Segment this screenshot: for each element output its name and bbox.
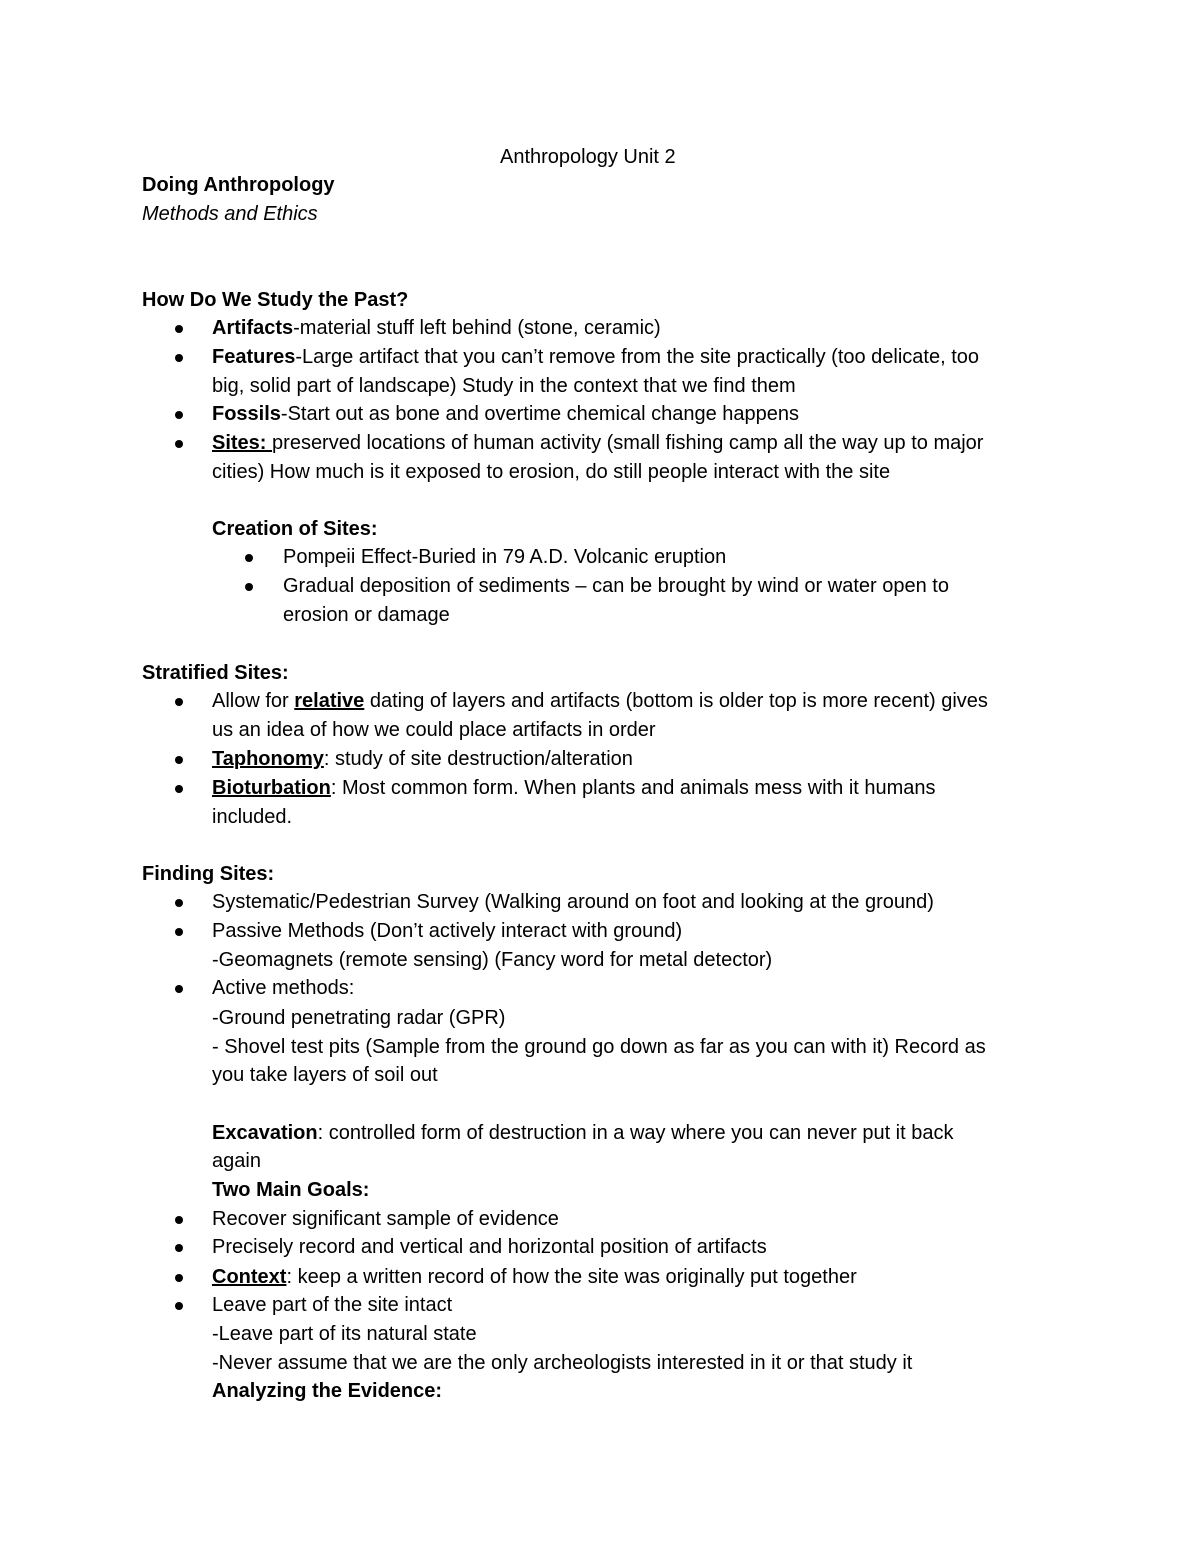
- term-context: Context: [212, 1266, 287, 1288]
- list-item-features: [212, 343, 979, 371]
- term-relative: relative: [294, 690, 365, 712]
- bullet-icon: [175, 985, 183, 993]
- list-item-pompeii: Pompeii Effect-Buried in 79 A.D. Volcanic eruption: [283, 546, 727, 568]
- list-item-active-shovel: - Shovel test pits (Sample from the ground go down as far as you can with it) Record as: [212, 1036, 986, 1058]
- list-item-survey: Systematic/Pedestrian Survey (Walking around on foot and looking at the ground): [212, 891, 934, 913]
- text-features: -Large artifact that you can’t remove from the site practically (too delicate, too: [295, 346, 980, 368]
- text-excavation: : controlled form of destruction in a way where you can never put it back: [317, 1122, 954, 1144]
- term-features: Features: [212, 346, 296, 368]
- bullet-icon: [175, 899, 183, 907]
- section-heading-finding: Finding Sites:: [142, 863, 275, 885]
- text-features-cont: big, solid part of landscape) Study in the context that we find them: [212, 375, 796, 397]
- text-sites: preserved locations of human activity (small fishing camp all the way up to major: [272, 432, 984, 454]
- list-item-gradual-cont: erosion or damage: [283, 604, 450, 626]
- bullet-icon: [175, 1216, 183, 1224]
- text-relative-cont: us an idea of how we could place artifacts in order: [212, 719, 656, 741]
- bullet-icon: [175, 354, 183, 362]
- text-artifacts: -material stuff left behind (stone, ceramic): [293, 317, 661, 339]
- term-artifacts: Artifacts: [212, 317, 294, 339]
- page-title: Anthropology Unit 2: [500, 146, 676, 168]
- text-bioturbation-cont: included.: [212, 806, 293, 828]
- bullet-icon: [245, 583, 253, 591]
- bullet-icon: [175, 411, 183, 419]
- list-item-goal-leave-sub2: -Never assume that we are the only archeologists interested in it or that study it: [212, 1352, 913, 1374]
- bullet-icon: [175, 698, 183, 706]
- paragraph-excavation: [212, 1119, 954, 1147]
- bullet-icon: [175, 325, 183, 333]
- text-relative-pre: Allow for: [212, 690, 295, 712]
- term-fossils: Fossils: [212, 403, 281, 425]
- list-item-context: [212, 1263, 857, 1291]
- list-item-goal-record: Precisely record and vertical and horizontal position of artifacts: [212, 1236, 767, 1258]
- list-item-passive-sub: -Geomagnets (remote sensing) (Fancy word for metal detector): [212, 949, 773, 971]
- text-fossils: -Start out as bone and overtime chemical change happens: [280, 403, 800, 425]
- section-heading-goals: Two Main Goals:: [212, 1179, 370, 1201]
- section-heading-creation: Creation of Sites:: [212, 518, 378, 540]
- section-heading-analyzing: Analyzing the Evidence:: [212, 1380, 443, 1402]
- bullet-icon: [175, 1274, 183, 1282]
- text-relative-post: dating of layers and artifacts (bottom is older top is more recent) gives: [364, 690, 988, 712]
- list-item-active-gpr: -Ground penetrating radar (GPR): [212, 1007, 506, 1029]
- bullet-icon: [245, 554, 253, 562]
- bullet-icon: [175, 1244, 183, 1252]
- list-item-goal-leave-sub1: -Leave part of its natural state: [212, 1323, 477, 1345]
- bullet-icon: [175, 756, 183, 764]
- list-item-artifacts: [212, 314, 661, 342]
- bullet-icon: [175, 1302, 183, 1310]
- bullet-icon: [175, 440, 183, 448]
- text-taphonomy: : study of site destruction/alteration: [323, 748, 633, 770]
- term-excavation: Excavation: [212, 1122, 318, 1144]
- section-heading-stratified: Stratified Sites:: [142, 662, 289, 684]
- list-item-goal-recover: Recover significant sample of evidence: [212, 1208, 559, 1230]
- list-item-taphonomy: [212, 745, 633, 773]
- bullet-icon: [175, 785, 183, 793]
- list-item-active-shovel-cont: you take layers of soil out: [212, 1064, 438, 1086]
- term-taphonomy: Taphonomy: [212, 748, 324, 770]
- list-item-gradual: Gradual deposition of sediments – can be brought by wind or water open to: [283, 575, 949, 597]
- doc-heading: Doing Anthropology: [142, 174, 335, 196]
- text-excavation-cont: again: [212, 1150, 261, 1172]
- list-item-passive: Passive Methods (Don’t actively interact with ground): [212, 920, 683, 942]
- text-bioturbation: : Most common form. When plants and animals mess with it humans: [330, 777, 936, 799]
- list-item-bioturbation: [212, 774, 936, 802]
- doc-subheading: Methods and Ethics: [142, 203, 318, 225]
- list-item-relative: [212, 687, 988, 715]
- section-heading-past: How Do We Study the Past?: [142, 289, 409, 311]
- list-item-sites: [212, 429, 983, 457]
- term-sites: Sites:: [212, 432, 273, 454]
- text-context: : keep a written record of how the site was originally put together: [286, 1266, 857, 1288]
- bullet-icon: [175, 928, 183, 936]
- text-sites-cont: cities) How much is it exposed to erosion, do still people interact with the site: [212, 461, 891, 483]
- list-item-goal-leave: Leave part of the site intact: [212, 1294, 453, 1316]
- term-bioturbation: Bioturbation: [212, 777, 331, 799]
- list-item-fossils: [212, 400, 799, 428]
- list-item-active: Active methods:: [212, 977, 355, 999]
